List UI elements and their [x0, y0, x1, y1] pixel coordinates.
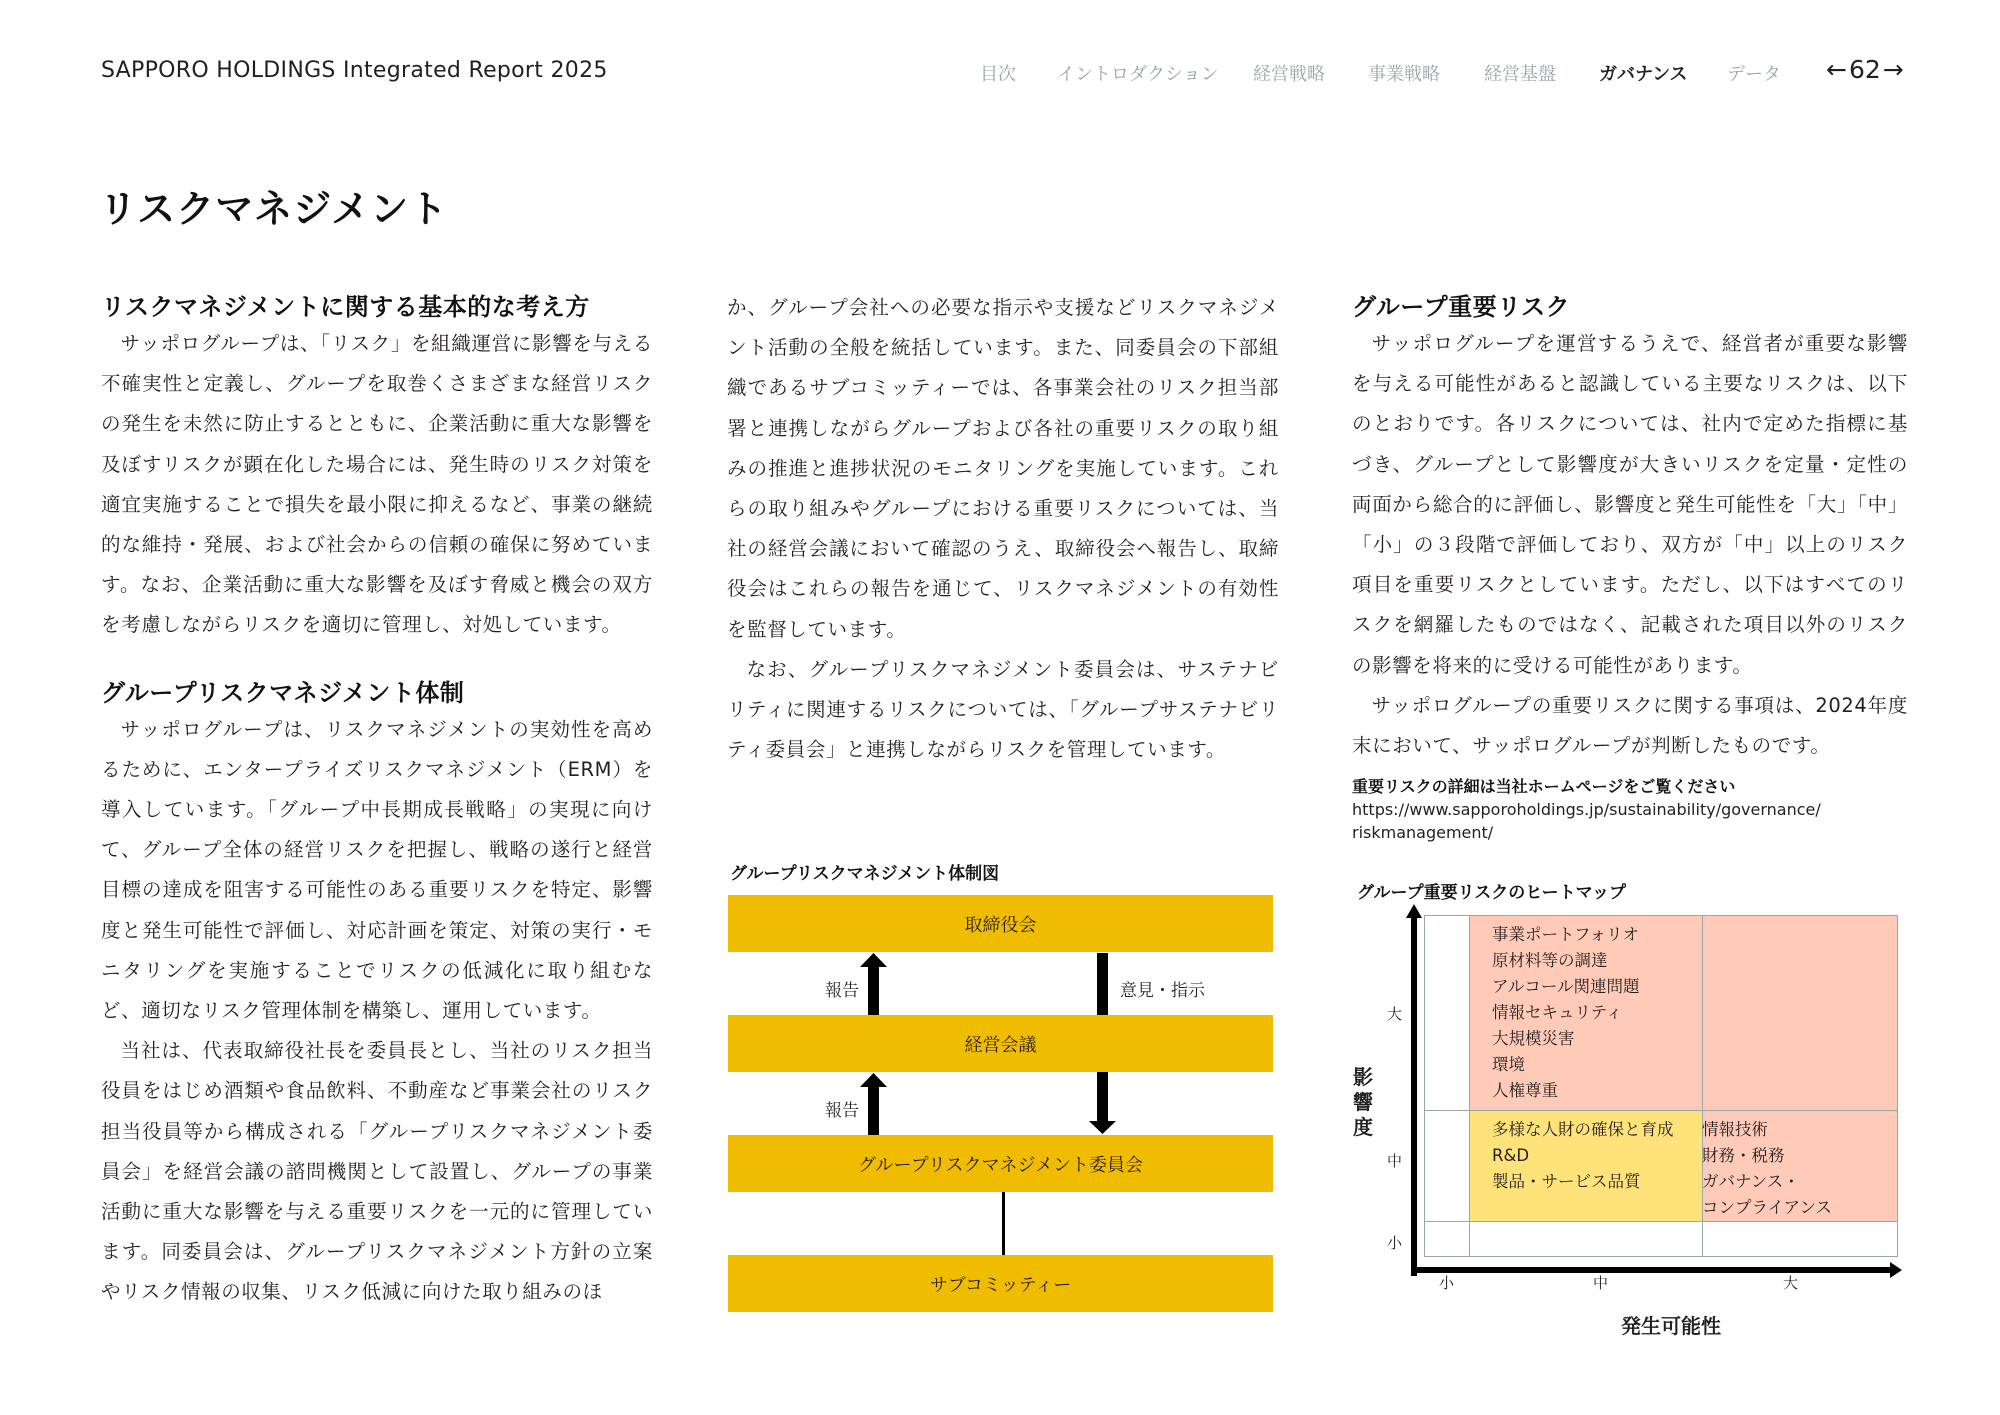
diagram-label-report: 報告 — [825, 1101, 859, 1121]
section-heading-system: グループリスクマネジメント体制 — [101, 678, 465, 707]
column-left — [101, 290, 653, 1313]
diagram-title: グループリスクマネジメント体制図 — [730, 864, 1000, 884]
paragraph: サッポログループは、リスクマネジメントの実効性を高めるために、エンタープライズリスクマネジメント（ERM）を導入しています。「グループ中長期成長戦略」の実現に向けて、グループ全体の経営リスクを把握し、戦略の遂行と経営目標の達成を阻害する可能性のある重要リスクを特定、影響度と発生可能性で評価し、対応計画を策定、対策の実行・モニタリングを実施することでリスクの低減化に取り組むなど、適切なリスク管理体制を構築し、運用しています。 — [101, 717, 653, 1023]
heatmap-risk-item: 情報技術 — [1702, 1120, 1768, 1139]
paragraph: サッポログループは、「リスク」を組織運営に影響を与える不確実性と定義し、グループを取巻くさまざまな経営リスクの発生を未然に防止するとともに、企業活動に重大な影響を及ぼすリスクが顕在化した場合には、発生時のリスク対策を適宜実施することで損失を最小限に抑えるなど、事業の継続的な維持・発展、および社会からの信頼の確保に努めています。なお、企業活動に重大な影響を及ぼす脅威と機会の双方を考慮しながらリスクを適切に管理し、対処しています。 — [101, 332, 653, 637]
right-arrow-icon — [1890, 1262, 1902, 1278]
x-axis-label: 発生可能性 — [1621, 1314, 1721, 1338]
y-axis-label-char: 影 — [1353, 1065, 1373, 1089]
website-link[interactable]: https://www.sapporoholdings.jp/sustainability/governance/riskmanagement/ — [1352, 800, 1821, 843]
up-arrow-icon — [860, 1073, 887, 1135]
diagram-box-label: 取締役会 — [964, 914, 1037, 936]
paragraph: サッポログループを運営するうえで、経営者が重要な影響を与える可能性があると認識している主要なリスクは、以下のとおりです。各リスクについては、社内で定めた指標に基づき、グループとして影響度が大きいリスクを定量・定性の両面から総合的に評価し、影響度と発生可能性を「大」「中」「小」の３段階で評価しており、双方が「中」以上のリスク項目を重要リスクとしています。ただし、以下はすべてのリスクを網羅したものではなく、記載された項目以外のリスクの影響を将来的に受ける可能性があります。 — [1352, 332, 1908, 677]
x-tick: 大 — [1783, 1274, 1799, 1292]
x-axis-line — [1411, 1267, 1895, 1273]
column-right — [1352, 290, 1908, 844]
up-arrow-icon — [1406, 904, 1422, 918]
diagram-box-board — [728, 895, 1273, 952]
heatmap-risk-item: 情報セキュリティ — [1492, 1003, 1623, 1022]
nav-item-business-strategy[interactable]: 事業戦略 — [1368, 64, 1440, 85]
x-tick: 小 — [1439, 1274, 1455, 1292]
connector-line — [1002, 1192, 1005, 1255]
heatmap-risk-item: コンプライアンス — [1702, 1198, 1832, 1217]
nav-item-management-foundation[interactable]: 経営基盤 — [1484, 64, 1556, 85]
paragraph: か、グループ会社への必要な指示や支援などリスクマネジメント活動の全般を統括しています。また、同委員会の下部組織であるサブコミッティーでは、各事業会社のリスク担当部署と連携しながらグループおよび各社の重要リスクの取り組みの推進と進捗状況のモニタリングを実施しています。これらの取り組みやグループにおける重要リスクについては、当社の経営会議において確認のうえ、取締役会へ報告し、取締役会はこれらの報告を通じて、リスクマネジメントの有効性を監督しています。 — [727, 296, 1279, 641]
heatmap-risk-item: R&D — [1492, 1146, 1530, 1165]
heatmap-cell — [1702, 1221, 1898, 1257]
y-axis-line — [1411, 914, 1417, 1276]
diagram-box-subcommittee — [728, 1255, 1273, 1312]
up-arrow-icon — [860, 953, 887, 1015]
y-tick: 中 — [1387, 1152, 1403, 1170]
y-tick: 大 — [1387, 1005, 1403, 1023]
heatmap-risk-item: 多様な人財の確保と育成 — [1492, 1120, 1674, 1139]
x-tick: 中 — [1593, 1274, 1609, 1292]
heatmap-cell — [1424, 1221, 1470, 1257]
report-title: SAPPORO HOLDINGS Integrated Report 2025 — [101, 58, 608, 83]
heatmap-risk-item: ガバナンス・ — [1702, 1172, 1800, 1191]
heatmap-cell — [1424, 1110, 1470, 1222]
heatmap-title: グループ重要リスクのヒートマップ — [1357, 883, 1626, 903]
nav-item-governance[interactable]: ガバナンス — [1599, 64, 1688, 85]
section-heading-key-risks: グループ重要リスク — [1352, 293, 1571, 321]
paragraph: 当社は、代表取締役社長を委員長とし、当社のリスク担当役員をはじめ酒類や食品飲料、不動産など事業会社のリスク担当役員等から構成される「グループリスクマネジメント委員会」を経営会議の諮問機関として設置し、グループの事業活動に重大な影響を与える重要リスクを一元的に管理しています。同委員会は、グループリスクマネジメント方針の立案やリスク情報の収集、リスク低減に向けた取り組みのほ — [101, 1039, 653, 1304]
heatmap-y-axis — [1400, 900, 1910, 1080]
heatmap-risk-item: 事業ポートフォリオ — [1492, 925, 1640, 944]
opinion-bar-line — [1097, 953, 1108, 1015]
heatmap-risk-item: アルコール関連問題 — [1492, 977, 1640, 996]
heatmap-risk-list — [1687, 1117, 1832, 1221]
heatmap-cell — [1469, 1221, 1703, 1257]
diagram-box-label: 経営会議 — [964, 1034, 1037, 1056]
heatmap-risk-item: 製品・サービス品質 — [1492, 1172, 1641, 1191]
y-axis-label — [1351, 1065, 1375, 1140]
diagram-box-label: グループリスクマネジメント委員会 — [858, 1154, 1143, 1176]
down-arrow-icon — [1089, 1072, 1116, 1134]
heatmap-risk-item: 原材料等の調達 — [1492, 951, 1608, 970]
heatmap-risk-item: 財務・税務 — [1702, 1146, 1785, 1165]
section-heading-basic-approach: リスクマネジメントに関する基本的な考え方 — [101, 293, 590, 321]
heatmap-risk-list — [1492, 1117, 1674, 1195]
paragraph: なお、グループリスクマネジメント委員会は、サステナビリティに関連するリスクについては、「グループサステナビリティ委員会」と連携しながらリスクを管理しています。 — [727, 657, 1279, 762]
y-axis-label-char: 響 — [1353, 1090, 1373, 1114]
heatmap-risk-item: 大規模災害 — [1492, 1029, 1575, 1048]
note-title: 重要リスクの詳細は当社ホームページをご覧ください — [1352, 777, 1736, 797]
nav-item-contents[interactable]: 目次 — [980, 64, 1016, 85]
diagram-label-report: 報告 — [825, 981, 859, 1001]
paragraph: サッポログループの重要リスクに関する事項は、2024年度末において、サッポログループが判断したものです。 — [1352, 693, 1908, 758]
prev-page-arrow-icon[interactable]: ← — [1826, 55, 1847, 84]
heatmap-risk-item: 人権尊重 — [1492, 1081, 1558, 1100]
next-page-arrow-icon[interactable]: → — [1882, 55, 1904, 84]
y-axis-label-char: 度 — [1353, 1115, 1373, 1139]
diagram-box-label: サブコミッティー — [929, 1274, 1072, 1296]
pager — [1826, 55, 1904, 84]
nav-item-data[interactable]: データ — [1727, 64, 1781, 85]
page-number: 62 — [1848, 55, 1881, 84]
y-tick: 小 — [1387, 1234, 1403, 1252]
page-title: リスクマネジメント — [99, 187, 449, 231]
column-middle — [727, 288, 1279, 770]
diagram-label-opinion: 意見・指示 — [1120, 981, 1205, 1001]
heatmap-risk-item: 環境 — [1492, 1055, 1525, 1074]
nav-item-management-strategy[interactable]: 経営戦略 — [1253, 64, 1325, 85]
nav-item-introduction[interactable]: イントロダクション — [1057, 64, 1219, 85]
